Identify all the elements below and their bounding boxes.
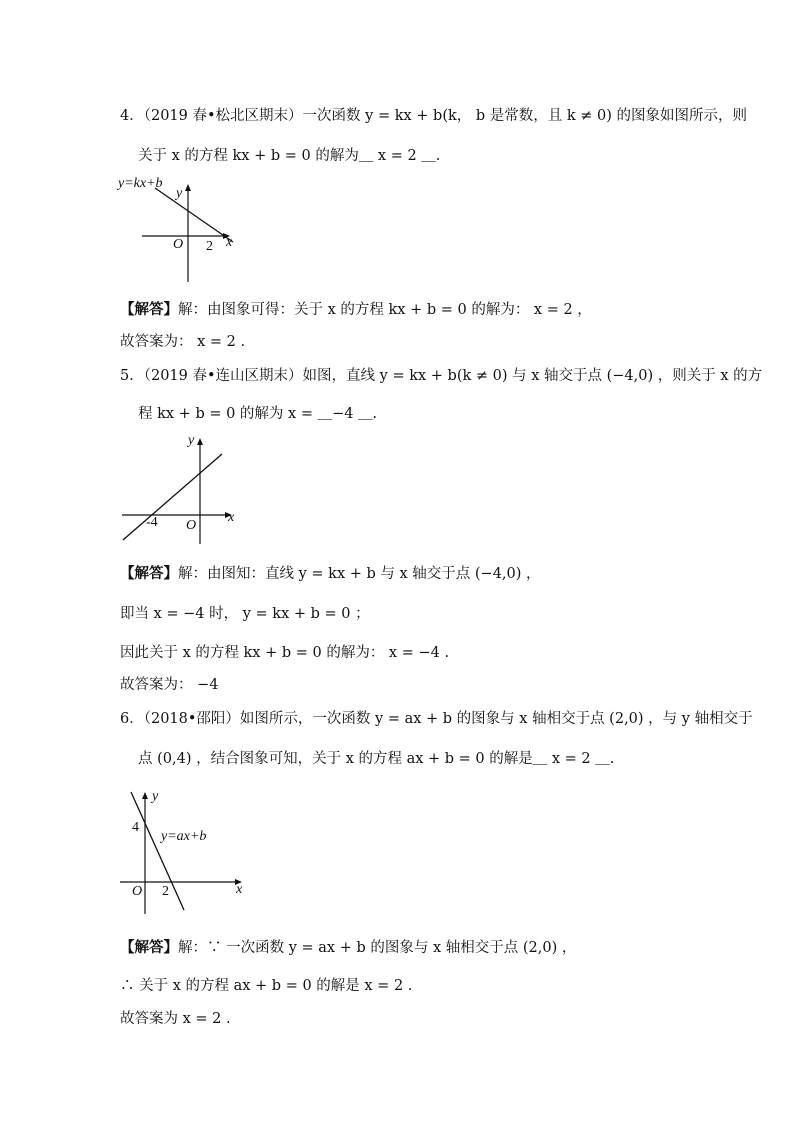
q4-text-line2: 关于 x 的方程 kx + b = 0 的解为＿ x = 2 ＿. (138, 148, 441, 164)
q5-x-tick-label: -4 (146, 515, 158, 530)
q4-y-arrow (185, 184, 191, 191)
q5-answer-tag: 【解答】 (120, 565, 178, 582)
q4-answer-tag: 【解答】 (120, 301, 178, 318)
q6-answer-text1: 解：∵ 一次函数 y = ax + b 的图象与 x 轴相交于点 (2,0) ， (178, 940, 577, 956)
q5-text-line2: 程 kx + b = 0 的解为 x = ＿−4 ＿. (138, 406, 378, 422)
q6-y-arrow (142, 792, 148, 799)
q6-answer-tag: 【解答】 (120, 939, 178, 956)
q6-text-line2: 点 (0,4) ，结合图象可知，关于 x 的方程 ax + b = 0 的解是＿ x = 2 ＿. (138, 751, 615, 767)
q5-answer-line4: 故答案为： −4 (120, 677, 219, 693)
q5-y-arrow (197, 438, 203, 445)
q4-graph (118, 172, 248, 287)
q5-x-label: x (228, 510, 235, 525)
q5-graph (118, 430, 248, 550)
q4-x-tick-label: 2 (206, 239, 213, 254)
q6-origin-label: O (132, 884, 143, 899)
q5-origin-label: O (186, 518, 197, 533)
q6-y-tick-label: 4 (132, 820, 139, 835)
q4-answer-line2: 故答案为： x = 2 . (120, 334, 246, 350)
q5-answer-line1 (120, 564, 541, 584)
q5-answer-line3: 因此关于 x 的方程 kx + b = 0 的解为： x = −4 . (120, 645, 450, 661)
q4-function-line (155, 188, 233, 242)
q4-text-line1: 4．（2019 春•松北区期末）一次函数 y = kx + b(k， b 是常数，且 k ≠ 0) 的图象如图所示，则 (120, 108, 748, 124)
q4-origin-label: O (173, 237, 184, 252)
q4-answer-text1: 解：由图象可得：关于 x 的方程 kx + b = 0 的解为： x = 2 ， (178, 302, 592, 318)
q6-answer-line2: ∴ 关于 x 的方程 ax + b = 0 的解是 x = 2 . (120, 978, 413, 994)
q5-y-label: y (188, 433, 195, 448)
q4-y-label: y (176, 186, 183, 201)
q4-x-label: x (226, 235, 233, 250)
q6-x-label: x (236, 882, 243, 897)
q5-answer-line2: 即当 x = −4 时， y = kx + b = 0 ； (120, 606, 370, 622)
q4-function-label: y=kx+b (118, 176, 163, 191)
q6-x-tick-label: 2 (162, 884, 169, 899)
q6-function-label: y=ax+b (161, 829, 207, 844)
q6-answer-line1 (120, 938, 576, 958)
q6-graph (118, 786, 253, 921)
q5-answer-text1: 解：由图知：直线 y = kx + b 与 x 轴交于点 (−4,0) ， (178, 566, 541, 582)
q6-answer-line3: 故答案为 x = 2 . (120, 1011, 231, 1027)
q5-function-line (123, 454, 222, 540)
q5-text-line1: 5．（2019 春•连山区期末）如图，直线 y = kx + b(k ≠ 0) 与 x 轴交于点 (−4,0) ，则关于 x 的方 (120, 368, 763, 384)
q6-y-label: y (152, 789, 159, 804)
q4-answer-line1 (120, 300, 592, 320)
q6-text-line1: 6．（2018•邵阳）如图所示，一次函数 y = ax + b 的图象与 x 轴相交于点 (2,0) ，与 y 轴相交于 (120, 711, 753, 727)
